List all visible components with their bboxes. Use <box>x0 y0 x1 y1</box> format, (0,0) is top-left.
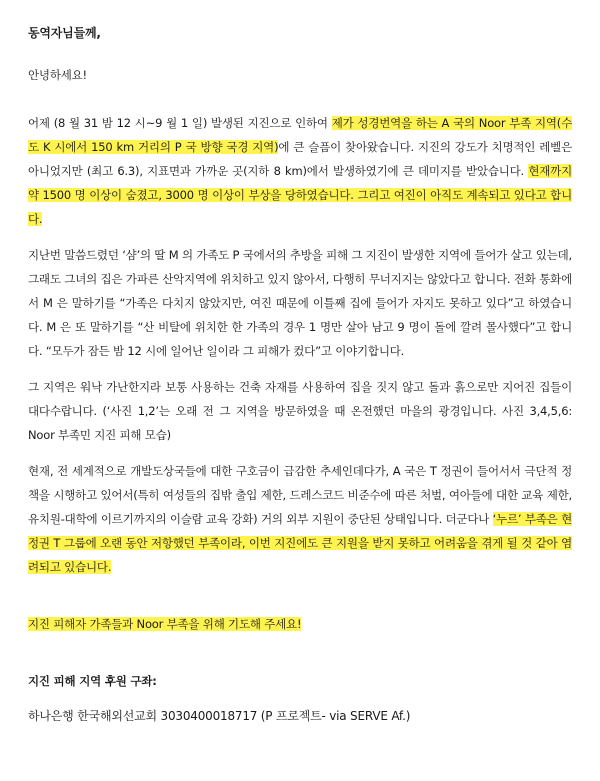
p1-highlight-region: 제가 성경번역을 하는 A 국의 Noor 부족 지역(수도 K 시에서 150 km 거리의 P 국 방향 국경 지역) <box>28 116 572 154</box>
account-title: 지진 피해 지역 후원 구좌: <box>28 674 157 688</box>
p1-highlight-casualties: 현재까지 약 1500 명 이상이 숨졌고, 3000 명 이상이 부상을 당하였습니다. 그리고 여진이 아직도 계속되고 있다고 합니다. <box>28 164 572 226</box>
p1-text-a: 어제 (8 월 31 밤 12 시~9 월 1 일) 발생된 지진으로 인하여 <box>28 116 332 130</box>
hello-line: 안녕하세요! <box>28 68 87 82</box>
p1-text-c: 에 큰 슬픔이 찾아왔습니다. 지진의 강도가 치명적인 레벨은 아니었지만 (최고 6.3), 지표면과 가까운 곳(지하 8 km)에서 발생하였기에 큰 데미지를 받았습니다. <box>28 140 572 178</box>
paragraph-earthquake-report <box>28 111 572 231</box>
prayer-request <box>28 613 572 635</box>
bank-account-line: 하나은행 한국해외선교회 3030400018717 (P 프로젝트- via SERVE Af.) <box>28 709 411 723</box>
prayer-request-text: 지진 피해자 가족들과 Noor 부족을 위해 기도해 주세요! <box>28 617 302 631</box>
salutation: 동역자님들께, <box>28 26 101 40</box>
paragraph-family-news: 지난번 말씀드렸던 ‘샴’의 딸 M 의 가족도 P 국에서의 추방을 피해 그 지진이 발생한 지역에 들어가 살고 있는데, 그래도 그녀의 집은 가파른 산악지역에 위치하고 있지 않아서, 다행히 무너지지는 않았다고 합니다. 전화 통화에서 M 은 말하기를 “가족은 다치지 않았지만, 여진 때문에 이틀째 집에 들어가 자지도 못하고 있다”고 하였습니다. M 은 또 말하기를 “산 비탈에 위치한 한 가족의 경우 1 명만 살아 남고 9 명이 돌에 깔려 몰사했다”고 합니다. “모두가 잠든 밤 12 시에 일어난 일이라 그 피해가 컸다”고 이야기합니다. <box>28 248 572 358</box>
p4-text-a: 현재, 전 세계적으로 개발도상국들에 대한 구호금이 급감한 추세인데다가, A 국은 T 정권이 들어서서 극단적 정책을 시행하고 있어서(특히 여성들의 집밖 출입 제한, 드레스코드 비준수에 따른 처벌, 여아들에 대한 교육 제한, 유치원-대학에 이르기까지의 이슬람 교육 강화) 거의 외부 지원이 중단된 상태입니다. 더군다나 <box>28 464 572 526</box>
paragraph-region-houses: 그 지역은 워낙 가난한지라 보통 사용하는 건축 자재를 사용하여 집을 짓지 않고 돌과 흙으로만 지어진 집들이 대다수랍니다. (‘사진 1,2’는 오래 전 그 지역을 방문하였을 때 온전했던 마을의 광경입니다. 사진 3,4,5,6: Noor 부족민 지진 피해 모습) <box>28 380 572 442</box>
p4-highlight-tribe: ‘누르’ 부족은 현정권 T 그룹에 오랜 동안 저항했던 부족이라, 이번 지진에도 큰 지원을 받지 못하고 어려움을 겪게 될 것 같아 염려되고 있습니다. <box>28 512 572 574</box>
paragraph-aid-situation <box>28 459 572 579</box>
